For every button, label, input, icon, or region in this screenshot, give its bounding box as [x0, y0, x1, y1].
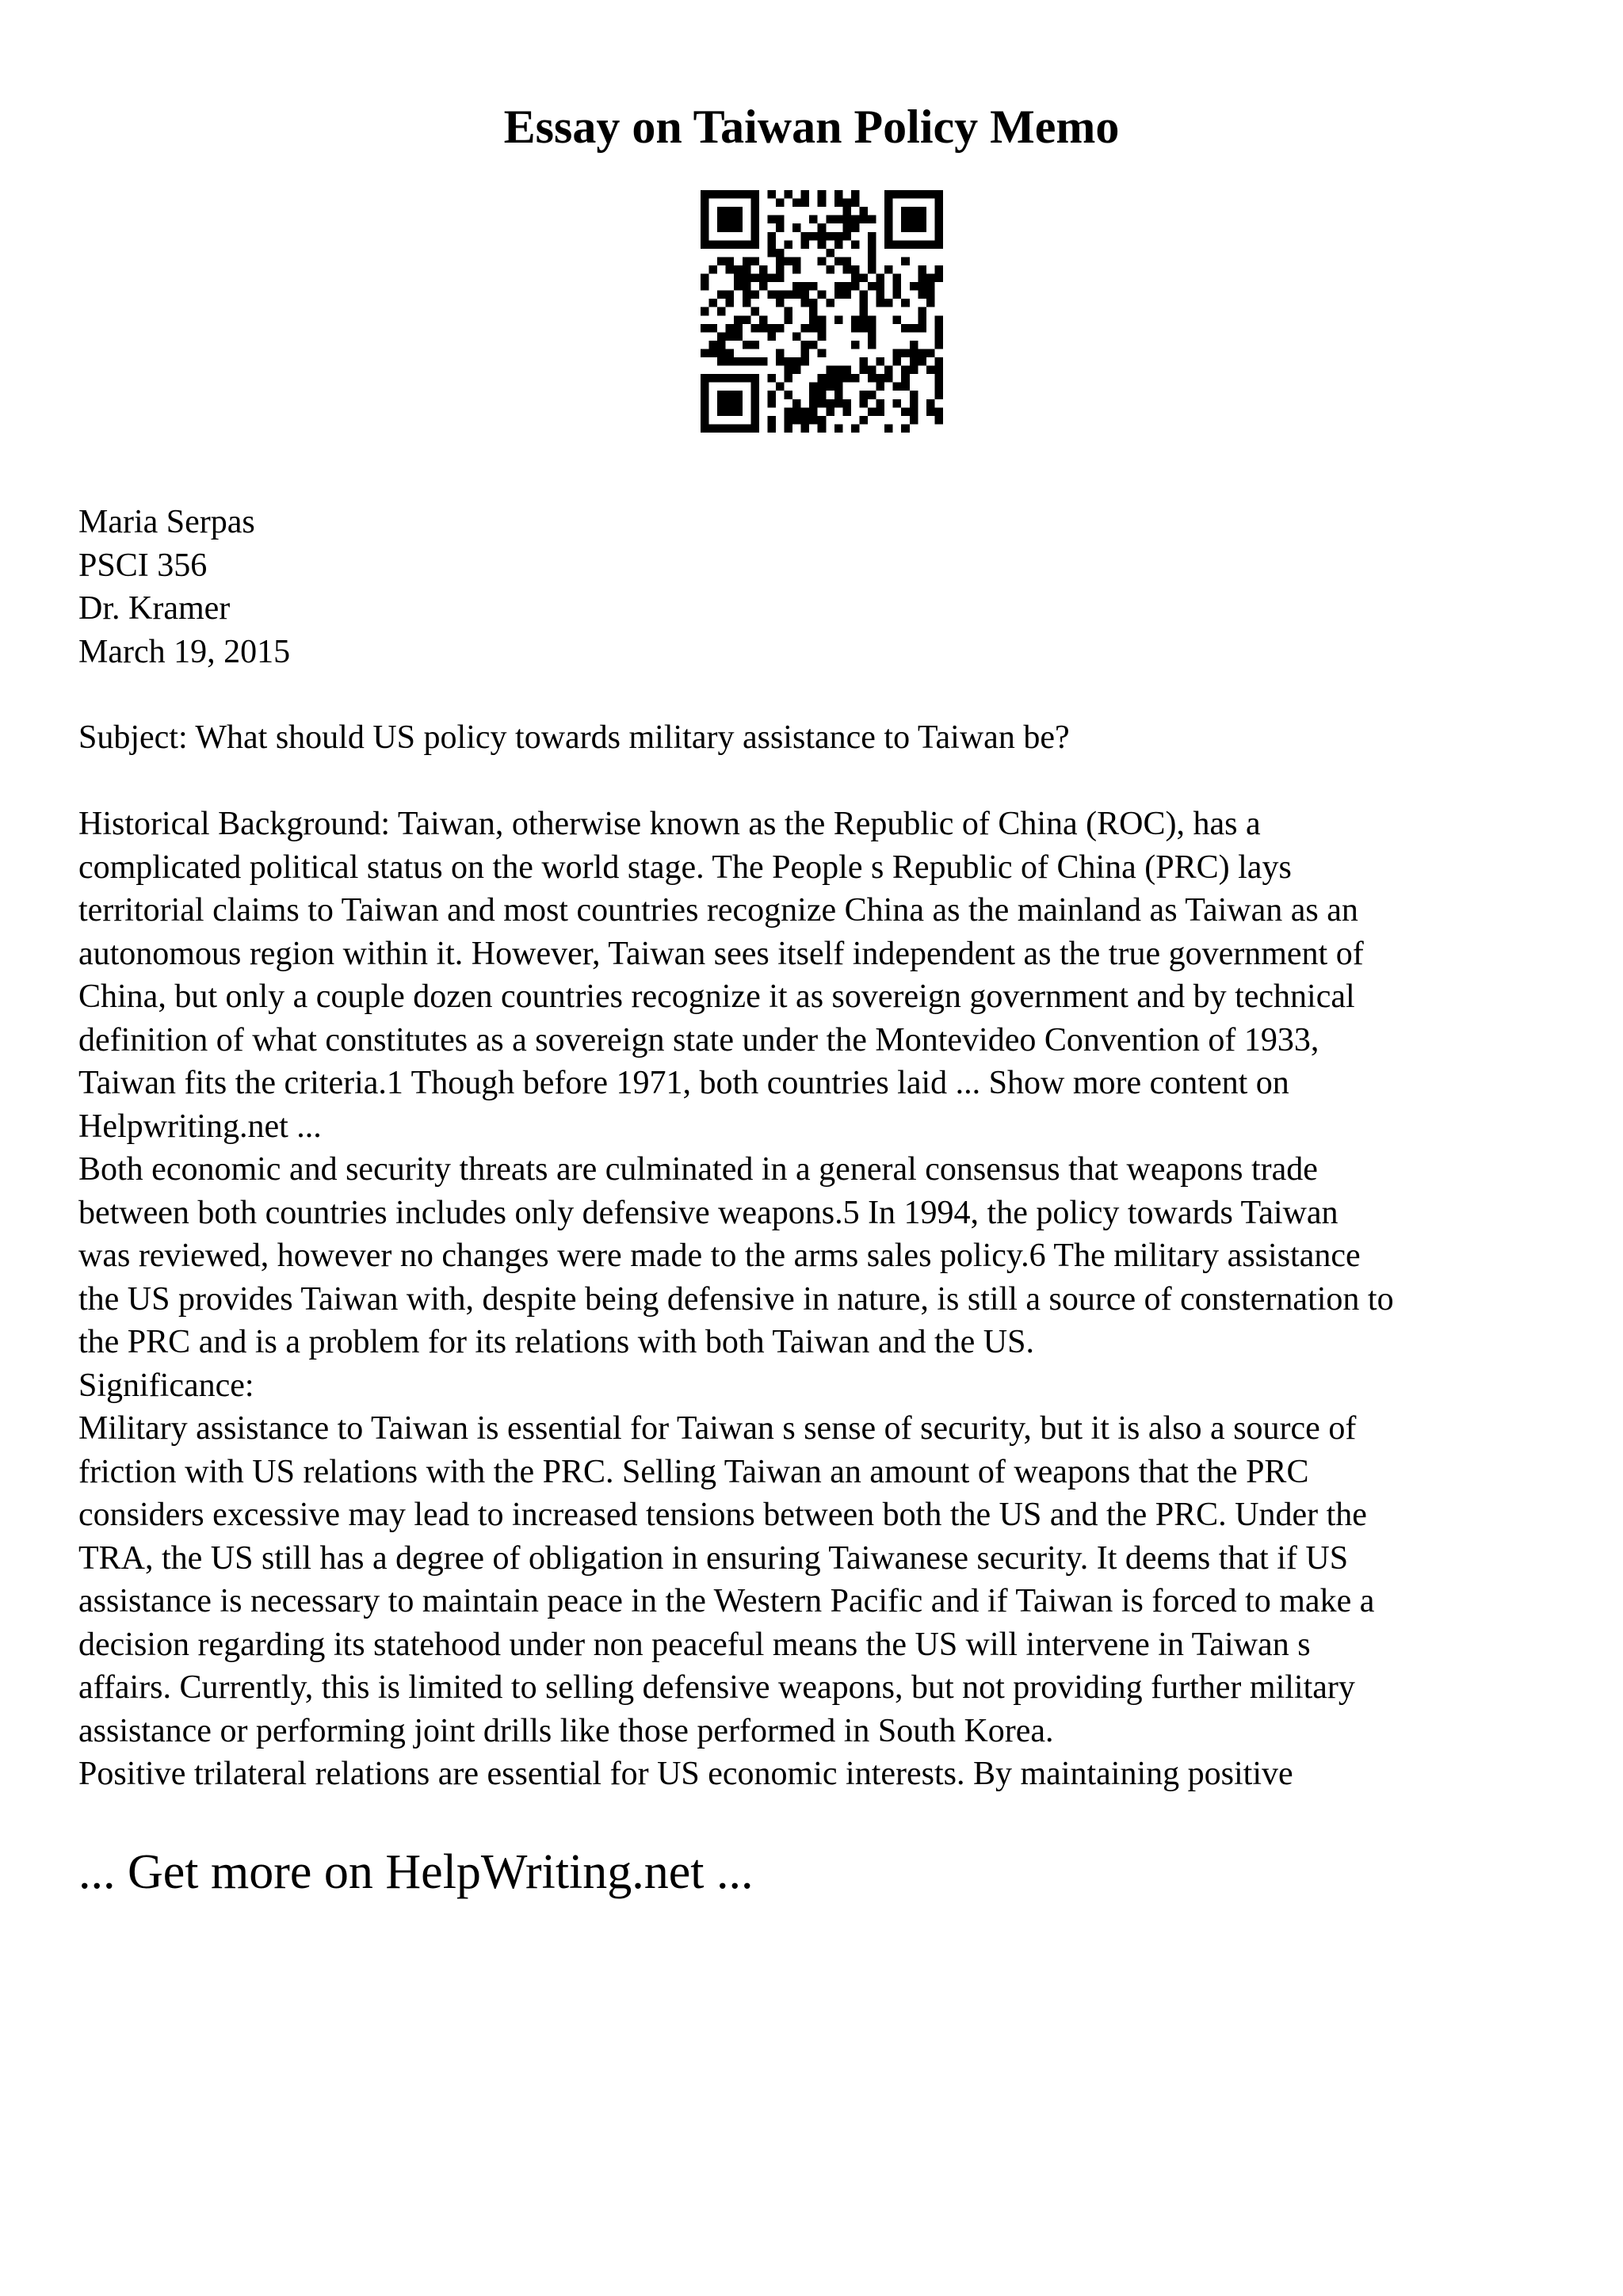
memo-subject: Subject: What should US policy towards military assistance to Taiwan be?	[78, 719, 1070, 756]
memo-date: March 19, 2015	[78, 633, 291, 670]
body-line: assistance is necessary to maintain peace in the Western Pacific and if Taiwan is forced to make a	[78, 1583, 1375, 1619]
body-line: Historical Background: Taiwan, otherwise known as the Republic of China (ROC), has a	[78, 806, 1261, 842]
body-line: definition of what constitutes as a sovereign state under the Montevideo Convention of 1933,	[78, 1021, 1319, 1058]
body-line: the PRC and is a problem for its relations with both Taiwan and the US.	[78, 1324, 1034, 1360]
section-heading-significance: Significance:	[78, 1367, 254, 1404]
body-line: territorial claims to Taiwan and most countries recognize China as the mainland as Taiwan as an	[78, 892, 1358, 929]
essay-body	[78, 803, 1568, 1796]
body-line: TRA, the US still has a degree of obligation in ensuring Taiwanese security. It deems that if US	[78, 1539, 1349, 1577]
body-line: decision regarding its statehood under non peaceful means the US will intervene in Taiwan s	[78, 1626, 1311, 1663]
body-line: Taiwan fits the criteria.1 Though before 1971, both countries laid ... Show more content on	[78, 1065, 1289, 1101]
body-line: Both economic and security threats are culminated in a general consensus that weapons trade	[78, 1151, 1318, 1188]
body-line: between both countries includes only defensive weapons.5 In 1994, the policy towards Taiwan	[78, 1194, 1338, 1231]
body-line: was reviewed, however no changes were made to the arms sales policy.6 The military assistance	[78, 1238, 1361, 1274]
body-line: the US provides Taiwan with, despite being defensive in nature, is still a source of consternation to	[78, 1280, 1394, 1318]
course-code: PSCI 356	[78, 547, 208, 584]
body-line: Military assistance to Taiwan is essential for Taiwan s sense of security, but it is also a source of	[78, 1410, 1357, 1447]
body-line: affairs. Currently, this is limited to selling defensive weapons, but not providing further military	[78, 1669, 1355, 1706]
body-line: Positive trilateral relations are essential for US economic interests. By maintaining positive	[78, 1756, 1293, 1792]
body-line: assistance or performing joint drills like those performed in South Korea.	[78, 1712, 1054, 1749]
body-line: considers excessive may lead to increased tensions between both the US and the PRC. Under the	[78, 1497, 1367, 1533]
page-title: Essay on Taiwan Policy Memo	[503, 101, 1120, 153]
body-line: Helpwriting.net ...	[78, 1108, 322, 1145]
body-line: friction with US relations with the PRC. Selling Taiwan an amount of weapons that the PRC	[78, 1453, 1309, 1490]
get-more-link[interactable]: ... Get more on HelpWriting.net ...	[78, 1845, 754, 1899]
instructor-name: Dr. Kramer	[78, 590, 231, 627]
body-line: China, but only a couple dozen countries recognize it as sovereign government and by technical	[78, 978, 1355, 1015]
body-line: complicated political status on the world stage. The People s Republic of China (PRC) lays	[78, 849, 1292, 886]
qr-code-icon[interactable]	[701, 190, 943, 433]
body-line: autonomous region within it. However, Taiwan sees itself independent as the true government of	[78, 935, 1364, 972]
memo-header	[78, 501, 1568, 673]
author-name: Maria Serpas	[78, 504, 255, 540]
